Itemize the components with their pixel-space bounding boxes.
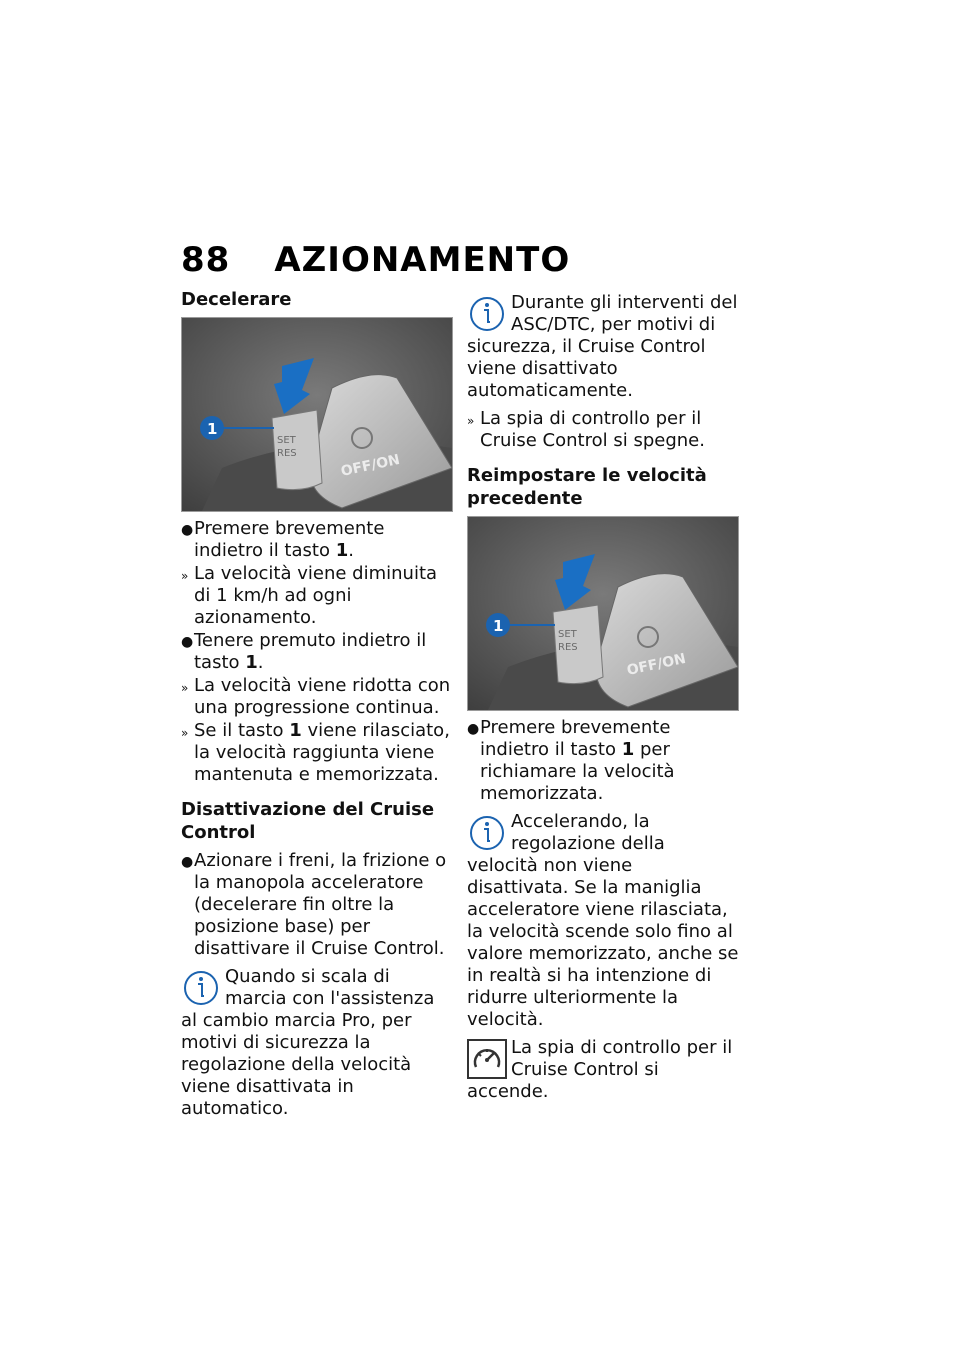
list-item: » La velocità viene ridotta con una progressione continua. — [181, 675, 451, 718]
figure-decelerate — [181, 317, 453, 512]
indicator-note-text: La spia di controllo per il Cruise Control si accende. — [467, 1037, 733, 1102]
figure1-res-label: RES — [277, 448, 297, 459]
list-item: ● Azionare i freni, la frizione o la manopola acceleratore (decelerare fin oltre la posizione base) per disattivare il Cruise Control. — [181, 850, 447, 959]
figure2-offon-label: OFF/ON — [625, 650, 688, 679]
info-icon — [467, 294, 507, 334]
info-note-text: Accelerando, la regolazione della velocità non viene disattivata. Se la maniglia acceleratore viene rilasciata, la velocità scende solo fino al valore memorizzato, anche se in realtà si ha intenzione di ridurre ulteriormente la velocità. — [467, 811, 739, 1030]
page-title: AZIONAMENTO — [274, 240, 571, 280]
list-item: ● Premere brevemente indietro il tasto 1 per richiamare la velocità memorizzata. — [467, 717, 675, 804]
list-item: ● Tenere premuto indietro il tasto 1. — [181, 630, 427, 673]
page-number: 88 — [181, 240, 231, 280]
figure-decelerate-svg — [182, 318, 452, 511]
info-note — [181, 966, 453, 1120]
left-column — [181, 288, 453, 1126]
figure2-set-label: SET — [558, 629, 577, 640]
figure-resume — [467, 516, 739, 711]
info-note — [467, 811, 739, 1031]
figure-resume-svg — [468, 517, 738, 710]
figure2-res-label: RES — [558, 642, 578, 653]
info-icon — [181, 968, 221, 1008]
callout-1-label: 1 — [207, 420, 218, 438]
info-note — [467, 292, 739, 402]
list-item: ● Premere brevemente indietro il tasto 1. — [181, 518, 385, 561]
cruise-control-indicator-icon — [467, 1039, 507, 1079]
callout-1-label: 1 — [493, 617, 504, 635]
right-column — [467, 292, 739, 1109]
info-note-text: Quando si scala di marcia con l'assistenza al cambio marcia Pro, per motivi di sicurezza la regolazione della velocità viene disattivata in automatico. — [181, 966, 435, 1119]
section-title-deactivation: Disattivazione del Cruise Control — [181, 799, 435, 843]
list-item: » La velocità viene diminuita di 1 km/h ad ogni azionamento. — [181, 563, 438, 628]
section-title-resume: Reimpostare le velocità precedente — [467, 465, 707, 509]
indicator-note — [467, 1037, 739, 1103]
info-note-text: Durante gli interventi del ASC/DTC, per motivi di sicurezza, il Cruise Control viene disattivato automaticamente. — [467, 292, 738, 401]
figure1-set-label: SET — [277, 435, 296, 446]
figure1-offon-label: OFF/ON — [339, 451, 402, 480]
list-item: » La spia di controllo per il Cruise Control si spegne. — [467, 408, 705, 451]
list-item: » Se il tasto 1 viene rilasciato, la velocità raggiunta viene mantenuta e memorizzata. — [181, 720, 450, 785]
info-icon — [467, 813, 507, 853]
page-header — [181, 240, 570, 280]
section-title-decelerate: Decelerare — [181, 289, 292, 310]
